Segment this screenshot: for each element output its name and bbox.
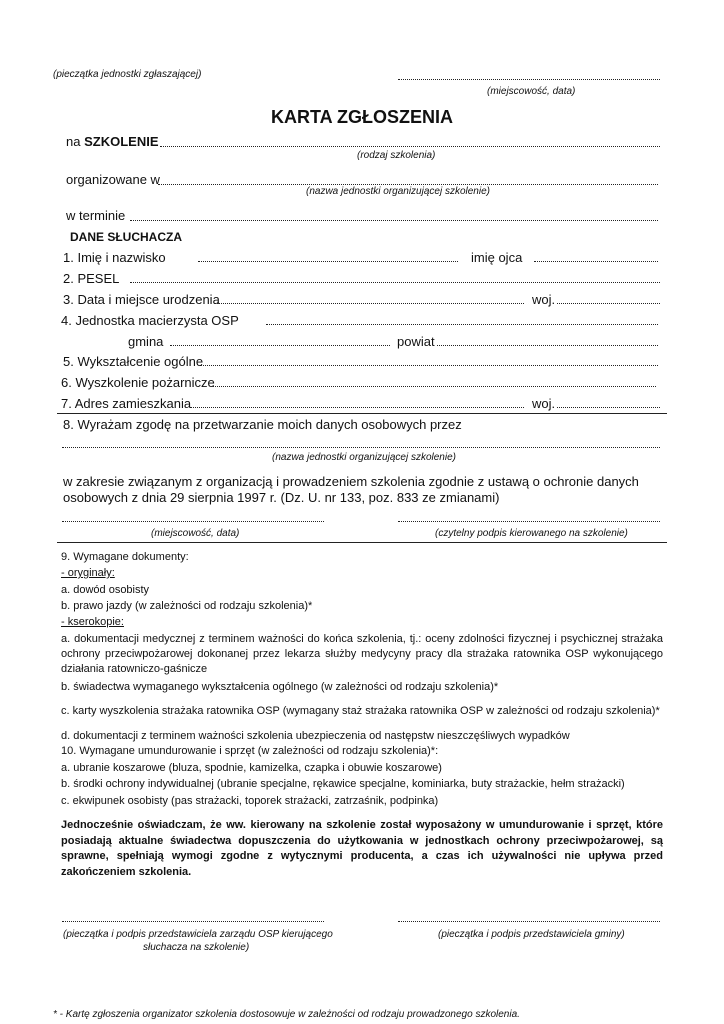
father-name-field[interactable] (534, 261, 658, 262)
training-prefix: na SZKOLENIE (66, 134, 159, 149)
address-voivodeship-label: woj. (532, 396, 556, 411)
osp-unit-field[interactable] (266, 324, 658, 325)
osp-signature-field[interactable] (62, 921, 324, 922)
name-field[interactable] (198, 261, 458, 262)
consent-signature-field[interactable] (398, 521, 660, 522)
training-type-field[interactable] (160, 146, 660, 147)
list-item: a. dokumentacji medycznej z terminem ważności do końca szkolenia, tj.: oceny zdolności fizycznej i psychicznej strażaka ochrony przeciwpożarowej dokonanej przez lekarza służby medycyny pracy dla strażaka ratownika OSP wykonującego działania ratowniczo-gaśnicze (61, 633, 663, 675)
consent-unit-field[interactable] (62, 447, 660, 448)
organizer-field[interactable] (158, 184, 658, 185)
commune-signature-caption: (pieczątka i podpis przedstawiciela gminy) (438, 929, 625, 940)
stamp-caption: (pieczątka jednostki zgłaszającej) (53, 69, 202, 80)
organized-label: organizowane w (66, 172, 160, 187)
birth-field[interactable] (214, 303, 524, 304)
originals-label: - oryginały: (61, 567, 115, 579)
fire-training-label: 6. Wyszkolenie pożarnicze (61, 375, 215, 390)
list-item: b. prawo jazdy (w zależności od rodzaju szkolenia)* (61, 600, 313, 612)
list-item: a. ubranie koszarowe (bluza, spodnie, kamizelka, czapka i obuwie koszarowe) (61, 762, 442, 774)
section-participant-title: DANE SŁUCHACZA (70, 230, 182, 244)
term-label: w terminie (66, 208, 126, 223)
district-label: powiat (397, 334, 435, 349)
place-date-caption: (miejscowość, data) (487, 86, 576, 97)
osp-signature-caption-line2: słuchacza na szkolenie) (143, 942, 250, 953)
consent-place-date-field[interactable] (62, 521, 324, 522)
pesel-label: 2. PESEL (63, 271, 120, 286)
organizer-caption: (nazwa jednostki organizującej szkolenie) (306, 186, 490, 197)
education-field[interactable] (200, 365, 658, 366)
consent-place-date-caption: (miejscowość, data) (151, 528, 240, 539)
list-item: c. karty wyszkolenia strażaka ratownika OSP (wymagany staż strażaka ratownika OSP w zależności od rodzaju szkolenia)* (61, 705, 660, 717)
address-voivodeship-field[interactable] (557, 407, 660, 408)
commune-signature-field[interactable] (398, 921, 660, 922)
training-type-caption: (rodzaj szkolenia) (357, 150, 436, 161)
documents-title: 9. Wymagane dokumenty: (61, 551, 189, 563)
page-title: KARTA ZGŁOSZENIA (271, 107, 453, 127)
father-name-label: imię ojca (471, 250, 523, 265)
consent-label: 8. Wyrażam zgodę na przetwarzanie moich danych osobowych przez (63, 417, 462, 432)
osp-unit-label: 4. Jednostka macierzysta OSP (61, 313, 239, 328)
district-field[interactable] (437, 345, 658, 346)
list-item: d. dokumentacji z terminem ważności szkolenia ubezpieczenia od następstw nieszczęśliwych wypadków (61, 730, 570, 742)
list-item: a. dowód osobisty (61, 584, 150, 596)
birth-voivodeship-label: woj. (532, 292, 556, 307)
consent-text: w zakresie związanym z organizacją i prowadzeniem szkolenia zgodnie z ustawą o ochronie danych osobowych z dnia 29 sierpnia 1997 r. (Dz. U. nr 133, poz. 833 ze zmianami) (63, 474, 639, 505)
copies-label: - kserokopie: (61, 616, 124, 628)
equipment-title: 10. Wymagane umundurowanie i sprzęt (w zależności od rodzaju szkolenia)*: (61, 745, 439, 757)
name-label: 1. Imię i nazwisko (63, 250, 166, 265)
divider (57, 542, 667, 543)
birth-voivodeship-field[interactable] (557, 303, 660, 304)
fire-training-field[interactable] (213, 386, 656, 387)
birth-label: 3. Data i miejsce urodzenia (63, 292, 220, 307)
consent-signature-caption: (czytelny podpis kierowanego na szkolenie) (435, 528, 628, 539)
consent-unit-caption: (nazwa jednostki organizującej szkolenie) (272, 452, 456, 463)
place-date-field[interactable] (398, 79, 660, 80)
pesel-field[interactable] (130, 282, 660, 283)
address-label: 7. Adres zamieszkania (61, 396, 192, 411)
address-field[interactable] (190, 407, 524, 408)
commune-field[interactable] (170, 345, 390, 346)
declaration-text: Jednocześnie oświadczam, że ww. kierowany na szkolenie został wyposażony w umundurowanie i sprzęt, które posiadają aktualne świadectwa dopuszczenia do użytkowania w jednostkach ochrony przeciwpożarowej, są sprawne, spełniają wymogi zgodne z wytycznymi producenta, a czas ich używalności nie upływa przed zakończeniem szkolenia. (61, 819, 663, 878)
term-field[interactable] (130, 220, 658, 221)
divider (57, 413, 667, 414)
list-item: b. świadectwa wymaganego wykształcenia ogólnego (w zależności od rodzaju szkolenia)* (61, 681, 499, 693)
osp-signature-caption-line1: (pieczątka i podpis przedstawiciela zarządu OSP kierującego (63, 929, 333, 940)
list-item: b. środki ochrony indywidualnej (ubranie specjalne, rękawice specjalne, kominiarka, buty strażackie, hełm strażacki) (61, 778, 625, 790)
commune-label: gmina (128, 334, 164, 349)
footnote: * - Kartę zgłoszenia organizator szkolenia dostosowuje w zależności od rodzaju prowadzonego szkolenia. (53, 1009, 520, 1020)
list-item: c. ekwipunek osobisty (pas strażacki, toporek strażacki, zatrzaśnik, podpinka) (61, 795, 439, 807)
education-label: 5. Wykształcenie ogólne (63, 354, 204, 369)
